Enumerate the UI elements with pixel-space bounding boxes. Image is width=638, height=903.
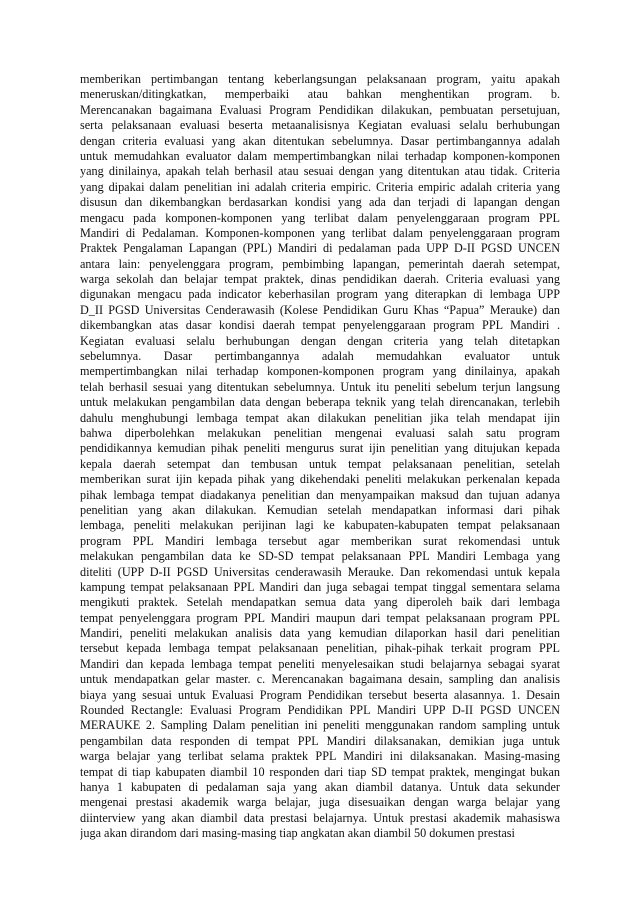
text-line: juga akan dirandom dari masing-masing tiap angkatan akan diambil 50 dokumen prestasi bbox=[80, 826, 515, 841]
text-line: Mandiri di Pedalaman. Komponen-komponen yang terlibat dalam penyelenggaraan program bbox=[80, 225, 560, 240]
text-line: mengenai prestasi akademik warga belajar, juga disesuaikan dengan warga belajar yang bbox=[80, 795, 560, 810]
text-line: tersebut kepada lembaga tempat pelaksanaan penelitian, pihak-pihak terkait program PPL bbox=[80, 641, 560, 656]
text-line: kepala daerah setempat dan tembusan untuk tempat pelaksanaan penelitian, setelah bbox=[80, 456, 560, 471]
text-line: penelitian yang akan dilakukan. Kemudian setelah mendapatkan informasi dari pihak bbox=[80, 502, 560, 517]
text-line: warga belajar yang terlibat selama praktek PPL Mandiri ini dilaksanakan. Masing-masing bbox=[80, 749, 560, 764]
text-line: Kegiatan evaluasi selalu berhubungan dengan dengan criteria yang telah ditetapkan bbox=[80, 333, 560, 348]
text-line: memberikan surat ijin kepada pihak yang dikehendaki peneliti melakukan perkenalan kepada bbox=[80, 472, 560, 487]
text-line: pendidikannya kemudian pihak peneliti mengurus surat ijin penelitian yang ditujukan kepada bbox=[80, 441, 560, 456]
body-text bbox=[80, 72, 560, 842]
text-line: telah berhasil sesuai yang ditentukan sebelumnya. Untuk itu peneliti sebelum terjun langsung bbox=[80, 379, 560, 394]
text-line: antara lain: penyelenggara program, pembimbing lapangan, pemerintah daerah setempat, bbox=[80, 256, 560, 271]
text-line: biaya yang sesuai untuk Evaluasi Program Pendidikan tersebut beserta alasannya. 1. Desain bbox=[80, 687, 560, 702]
text-line: melakukan pengambilan data ke SD-SD tempat pelaksanaan PPL Mandiri Lembaga yang bbox=[80, 549, 560, 564]
text-line: untuk melakukan pengambilan data dengan beberapa teknik yang telah direncanakan, terlebih bbox=[80, 395, 560, 410]
text-line: Mandiri dan kepada lembaga tempat peneliti menyelesaikan studi belajarnya sebagai syarat bbox=[80, 656, 560, 671]
text-line: program PPL Mandiri lembaga tersebut agar memberikan surat rekomendasi untuk bbox=[80, 533, 560, 548]
text-line: sebelumnya. Dasar pertimbangannya adalah memudahkan evaluator untuk bbox=[80, 349, 560, 364]
text-line: Merencanakan bagaimana Evaluasi Program Pendidikan dilakukan, pembuatan persetujuan, bbox=[80, 102, 560, 117]
text-line: tempat penyelenggara program PPL Mandiri maupun dari tempat pelaksanaan program PPL bbox=[80, 610, 560, 625]
text-line: digunakan mengacu pada indicator keberhasilan program yang diterapkan di lembaga UPP bbox=[80, 287, 560, 302]
text-line: meneruskan/ditingkatkan, memperbaiki atau bahkan menghentikan program. b. bbox=[80, 87, 560, 102]
text-line: warga sekolah dan belajar tempat praktek, dinas pendidikan daerah. Criteria evaluasi yang bbox=[80, 272, 560, 287]
text-line: yang dinilainya, apakah telah berhasil atau sesuai dengan yang ditentukan atau tidak. Criteria bbox=[80, 164, 560, 179]
text-line: mempertimbangkan nilai terhadap komponen-komponen program yang dinilainya, apakah bbox=[80, 364, 560, 379]
text-line: diteliti (UPP D-II PGSD Universitas cenderawasih Merauke. Dan rekomendasi untuk kepala bbox=[80, 564, 560, 579]
text-line: pengambilan data responden di tempat PPL Mandiri dilaksanakan, demikian juga untuk bbox=[80, 733, 560, 748]
text-line: Mandiri, peneliti melakukan analisis data yang kemudian dilaporkan hasil dari penelitian bbox=[80, 626, 560, 641]
text-line: D_II PGSD Universitas Cenderawasih (Kolese Pendidikan Guru Khas “Papua” Merauke) dan bbox=[80, 302, 560, 317]
text-line: pihak lembaga tempat diadakanya penelitian dan menyampaikan maksud dan tujuan adanya bbox=[80, 487, 560, 502]
text-line: serta pelaksanaan evaluasi beserta metaanalisisnya Kegiatan evaluasi selalu berhubungan bbox=[80, 118, 560, 133]
text-line: tempat di tiap kabupaten diambil 10 responden dari tiap SD tempat praktek, mengingat bukan bbox=[80, 764, 560, 779]
text-line: memberikan pertimbangan tentang keberlangsungan pelaksanaan program, yaitu apakah bbox=[80, 72, 560, 86]
text-line: hanya 1 kabupaten di pedalaman saja yang akan diambil datanya. Untuk data sekunder bbox=[80, 779, 560, 794]
text-line: untuk mendapatkan gelar master. c. Merencanakan bagaimana desain, sampling dan analisis bbox=[80, 672, 560, 687]
text-line: disusun dan dikembangkan berdasarkan kondisi yang ada dan terjadi di lapangan dengan bbox=[80, 195, 560, 210]
text-line: bahwa diperbolehkan melakukan penelitian mengenai evaluasi salah satu program bbox=[80, 425, 560, 440]
text-line: lembaga, peneliti melakukan perijinan lagi ke kabupaten-kabupaten tempat pelaksanaan bbox=[80, 518, 560, 533]
text-line: dengan criteria evaluasi yang akan ditentukan sebelumnya. Dasar pertimbangannya adalah bbox=[80, 133, 560, 148]
text-line: untuk memudahkan evaluator dalam mempertimbangkan nilai terhadap komponen-komponen bbox=[80, 148, 560, 163]
text-line: Praktek Pengalaman Lapangan (PPL) Mandiri di pedalaman pada UPP D-II PGSD UNCEN bbox=[80, 241, 560, 256]
text-line: kampung tempat pelaksanaan PPL Mandiri dan juga sebagai tempat tinggal sementara selama bbox=[80, 579, 560, 594]
text-line: yang dipakai dalam penelitian ini adalah criteria empiric. Criteria empiric adalah criteria yang bbox=[80, 179, 560, 194]
text-line: dikembangkan atas dasar kondisi daerah tempat penyelenggaraan program PPL Mandiri . bbox=[80, 318, 560, 333]
text-line: dahulu menghubungi lembaga tempat akan dilakukan penelitian jika telah mendapat ijin bbox=[80, 410, 560, 425]
text-line: diinterview yang akan diambil data prestasi belajarnya. Untuk prestasi akademik mahasiswa bbox=[80, 810, 560, 825]
text-line: Rounded Rectangle: Evaluasi Program Pendidikan PPL Mandiri UPP D-II PGSD UNCEN bbox=[80, 703, 560, 718]
text-line: MERAUKE 2. Sampling Dalam penelitian ini peneliti menggunakan random sampling untuk bbox=[80, 718, 560, 733]
text-line: mengacu pada komponen-komponen yang terlibat dalam penyelenggaraan program PPL bbox=[80, 210, 560, 225]
text-line: mengikuti praktek. Setelah mendapatkan semua data yang diperoleh baik dari lembaga bbox=[80, 595, 560, 610]
